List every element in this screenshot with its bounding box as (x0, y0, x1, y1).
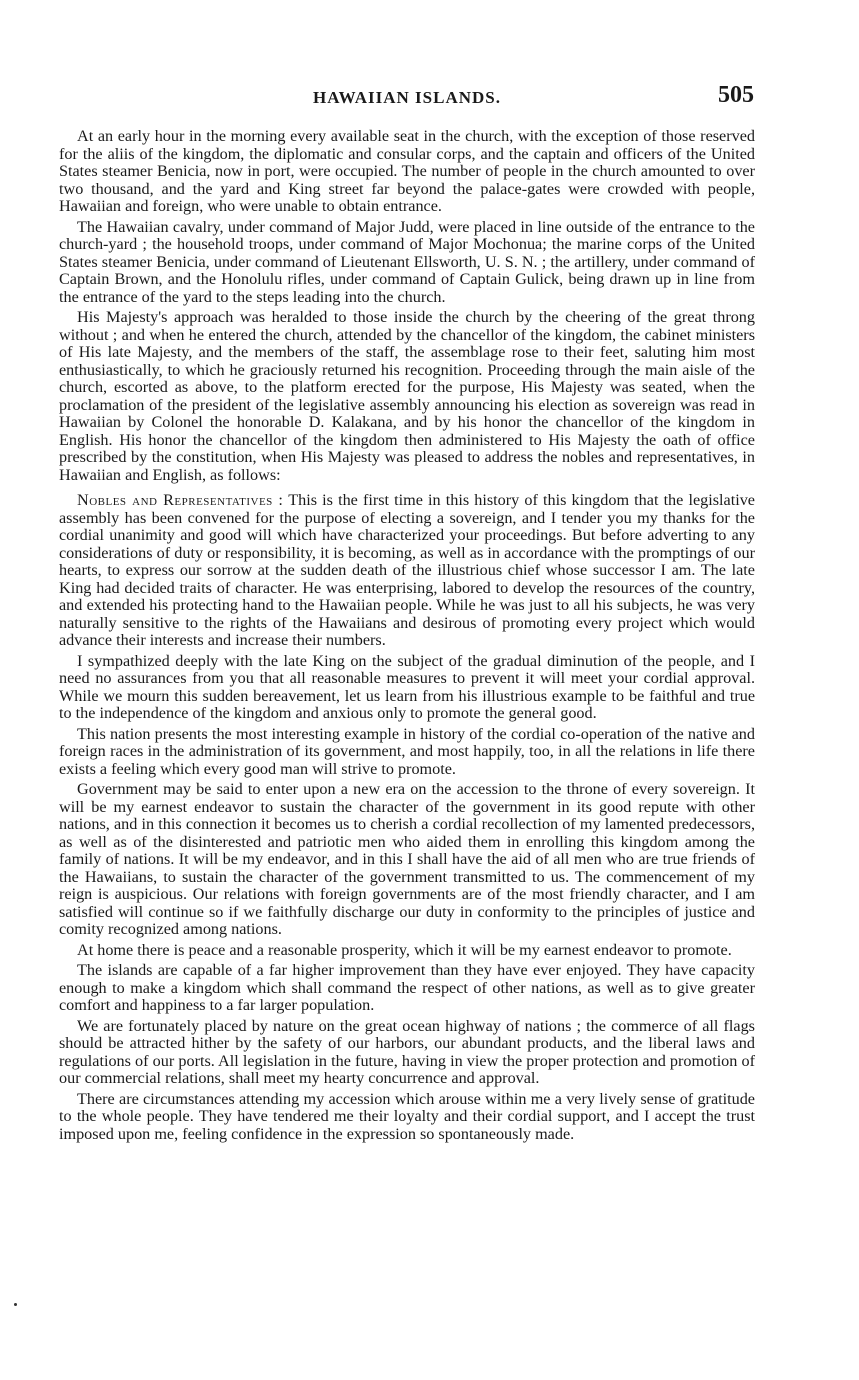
paragraph: The Hawaiian cavalry, under command of Major Judd, were placed in line outside of the entrance to the church-yard ; the household troops, under command of Major Mochonua; the marine corps of the United States steamer Benicia, under command of Lieutenant Ellsworth, U. S. N. ; the artillery, under command of Captain Brown, and the Honolulu rifles, under command of Captain Gulick, being drawn up in line from the entrance of the yard to the steps leading into the church. (59, 217, 755, 306)
address-paragraph: The islands are capable of a far higher improvement than they have ever enjoyed. They have capacity enough to make a kingdom which shall command the respect of other nations, as well as to give greater comfort and happiness to a far larger population. (59, 961, 755, 1014)
address-paragraph: Government may be said to enter upon a new era on the accession to the throne of every sovereign. It will be my earnest endeavor to sustain the character of the government in its good repute with other nations, and in this connection it becomes us to cherish a cordial recollection of my lamented predecessors, as well as of the disinterested and patriotic men who aided them in enrolling this kingdom among the family of nations. It will be my endeavor, and in this I shall have the aid of all men who are true friends of the Hawaiians, to sustain the character of the government transmitted to us. The commencement of my reign is auspicious. Our relations with foreign governments are of the most friendly character, and I am satisfied will continue so if we faithfully discharge our duty in conformity to the principles of justice and comity recognized among nations. (59, 780, 755, 938)
address-salutation: Nobles and Representatives : (77, 491, 284, 509)
running-head: HAWAIIAN ISLANDS. (313, 88, 501, 107)
margin-speck (14, 1303, 17, 1306)
address-paragraph: This nation presents the most interesting example in history of the cordial co-operation of the native and foreign races in the administration of its government, and most happily, too, in all the relations in life there exists a feeling which every good man will strive to promote. (59, 724, 755, 778)
address-paragraph: I sympathized deeply with the late King on the subject of the gradual diminution of the people, and I need no assurances from you that all reasonable measures to prevent it will meet your cordial approval. While we mourn this sudden bereavement, let us learn from his illustrious example to be faithful and true to the independence of the kingdom and anxious only to promote the general good. (59, 651, 755, 722)
page-body (59, 128, 755, 1146)
address-paragraph: At home there is peace and a reasonable prosperity, which it will be my earnest endeavor to promote. (77, 940, 732, 959)
address-paragraph: We are fortunately placed by nature on the great ocean highway of nations ; the commerce of all flags should be attracted hither by the safety of our harbors, our abundant products, and the liberal laws and regulations of our ports. All legislation in the future, having in view the proper protection and promotion of our commercial relations, shall meet my hearty concurrence and approval. (59, 1016, 755, 1087)
page-header (60, 84, 754, 112)
paragraph: His Majesty's approach was heralded to those inside the church by the cheering of the great throng without ; and when he entered the church, attended by the chancellor of the kingdom, the cabinet ministers of His late Majesty, and the members of the staff, the assemblage rose to their feet, saluting him most enthusiastically, to which he graciously returned his recognition. Proceeding through the main aisle of the church, escorted as above, to the platform erected for the purpose, His Majesty was seated, when the proclamation of the president of the legislative assembly announcing his election as sovereign was read in Hawaiian by Colonel the honorable D. Kalakana, and by his honor the chancellor of the kingdom in English. His honor the chancellor of the kingdom then administered to His Majesty the oath of office prescribed by the constitution, when His Majesty was pleased to address the nobles and representatives, in Hawaiian and English, as follows: (59, 308, 755, 484)
address-opening-paragraph (59, 492, 755, 650)
address-opening-text: This is the first time in this history of this kingdom that the legislative assembly has been convened for the purpose of electing a sovereign, and I tender you my thanks for the cordial unanimity and good will which have characterized your proceedings. But before adverting to any considerations of duty or responsibility, it is becoming, as well as in accordance with the promptings of our hearts, to express our sorrow at the sudden death of the illustrious chief whose successor I am. The late King had decided traits of character. He was enterprising, labored to develop the resources of the country, and extended his protecting hand to the Hawaiian people. While he was just to all his subjects, he was very naturally sensitive to the rights of the Hawaiians and desirous of promoting every project which would advance their interests and increase their numbers. (59, 491, 755, 649)
address-paragraph: There are circumstances attending my accession which arouse within me a very lively sense of gratitude to the whole people. They have tendered me their loyalty and their cordial support, and I accept the trust imposed upon me, feeling confidence in the expression so spontaneously made. (59, 1089, 755, 1143)
page-number: 505 (718, 82, 754, 108)
paragraph: At an early hour in the morning every available seat in the church, with the exception of those reserved for the aliis of the kingdom, the diplomatic and consular corps, and the captain and officers of the United States steamer Benicia, now in port, were occupied. The number of people in the church amounted to over two thousand, and the yard and King street far beyond the palace-gates were crowded with people, Hawaiian and foreign, who were unable to obtain entrance. (59, 127, 755, 215)
